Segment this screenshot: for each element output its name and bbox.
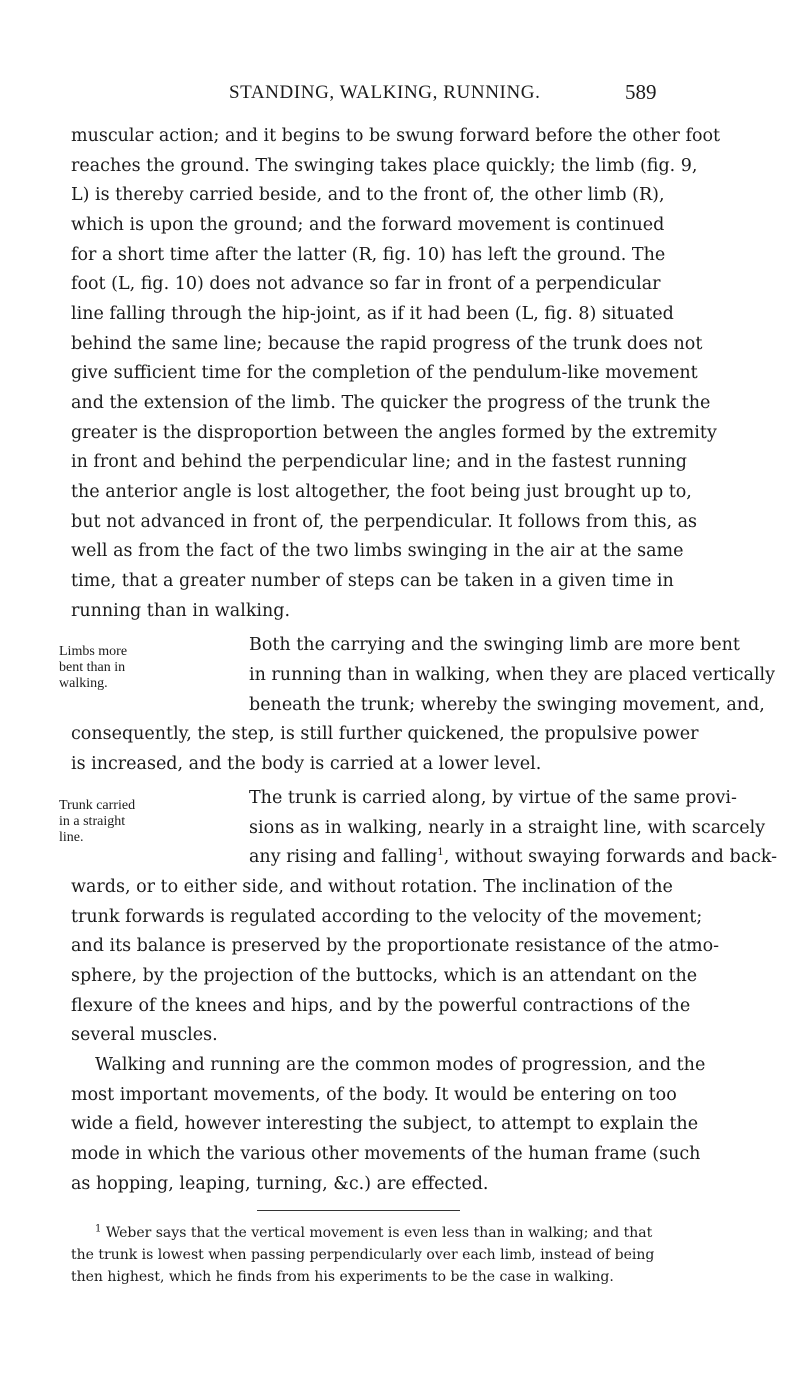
margin-note-limbs (59, 644, 159, 692)
footnote-line: the trunk is lowest when passing perpendicularly over each limb, instead of being (71, 1247, 655, 1263)
body-line: the anterior angle is lost altogether, the foot being just brought up to, (71, 482, 692, 502)
body-line: beneath the trunk; whereby the swinging movement, and, (249, 695, 765, 715)
body-line: is increased, and the body is carried at a lower level. (71, 754, 542, 774)
running-title: STANDING, WALKING, RUNNING. (229, 82, 541, 103)
footnote-marker: 1 (95, 1223, 102, 1235)
body-line: but not advanced in front of, the perpendicular. It follows from this, as (71, 512, 697, 532)
body-line: line falling through the hip-joint, as if it had been (L, fig. 8) situated (71, 304, 674, 324)
body-line: L) is thereby carried beside, and to the front of, the other limb (R), (71, 185, 665, 205)
body-line: in running than in walking, when they are placed vertically (249, 665, 776, 685)
body-line: trunk forwards is regulated according to the velocity of the movement; (71, 907, 703, 927)
page-number: 589 (625, 80, 657, 104)
body-line: most important movements, of the body. It would be entering on too (71, 1085, 677, 1105)
margin-note-line: in a straight (59, 814, 126, 829)
body-line: consequently, the step, is still further quickened, the propulsive power (71, 724, 699, 744)
body-line: The trunk is carried along, by virtue of the same provi- (249, 788, 737, 808)
body-line: behind the same line; because the rapid progress of the trunk does not (71, 334, 703, 354)
body-line: muscular action; and it begins to be swung forward before the other foot (71, 126, 721, 146)
margin-note-line: Limbs more (59, 644, 128, 659)
margin-note-line: Trunk carried (59, 798, 136, 813)
body-line: Both the carrying and the swinging limb are more bent (249, 635, 740, 655)
body-line: as hopping, leaping, turning, &c.) are effected. (71, 1174, 489, 1194)
body-line: wide a field, however interesting the subject, to attempt to explain the (71, 1114, 699, 1134)
body-line (249, 845, 778, 869)
footnote-line: then highest, which he finds from his experiments to be the case in walking. (71, 1269, 614, 1285)
body-line: Walking and running are the common modes of progression, and the (95, 1055, 706, 1075)
body-line: several muscles. (71, 1025, 218, 1045)
body-line-text: any rising and falling (249, 847, 438, 867)
body-line: mode in which the various other movements of the human frame (such (71, 1144, 701, 1164)
body-line: for a short time after the latter (R, fig. 10) has left the ground. The (71, 245, 666, 265)
footnote-divider (257, 1210, 460, 1211)
body-line: reaches the ground. The swinging takes place quickly; the limb (fig. 9, (71, 156, 698, 176)
body-line: give sufficient time for the completion of the pendulum-like movement (71, 363, 698, 383)
body-line: time, that a greater number of steps can be taken in a given time in (71, 571, 674, 591)
body-line: well as from the fact of the two limbs swinging in the air at the same (71, 541, 684, 561)
margin-note-line: line. (59, 830, 84, 845)
body-line: sphere, by the projection of the buttocks, which is an attendant on the (71, 966, 698, 986)
footnote-line (95, 1222, 653, 1244)
margin-note-trunk (59, 798, 159, 846)
body-line: greater is the disproportion between the angles formed by the extremity (71, 423, 717, 443)
margin-note-line: walking. (59, 676, 108, 691)
body-line: which is upon the ground; and the forward movement is continued (71, 215, 665, 235)
body-line: flexure of the knees and hips, and by the powerful contractions of the (71, 996, 691, 1016)
footnote-text: Weber says that the vertical movement is even less than in walking; and that (101, 1225, 653, 1241)
body-line: and the extension of the limb. The quicker the progress of the trunk the (71, 393, 711, 413)
footnote-reference[interactable]: 1 (437, 847, 444, 859)
body-line-text: , without swaying forwards and back- (443, 847, 778, 867)
margin-note-line: bent than in (59, 660, 126, 675)
body-line: sions as in walking, nearly in a straight line, with scarcely (249, 818, 766, 838)
body-line: in front and behind the perpendicular line; and in the fastest running (71, 452, 687, 472)
body-line: running than in walking. (71, 601, 291, 621)
body-line: wards, or to either side, and without rotation. The inclination of the (71, 877, 673, 897)
body-line: foot (L, fig. 10) does not advance so far in front of a perpendicular (71, 274, 661, 294)
body-line: and its balance is preserved by the proportionate resistance of the atmo- (71, 936, 720, 956)
